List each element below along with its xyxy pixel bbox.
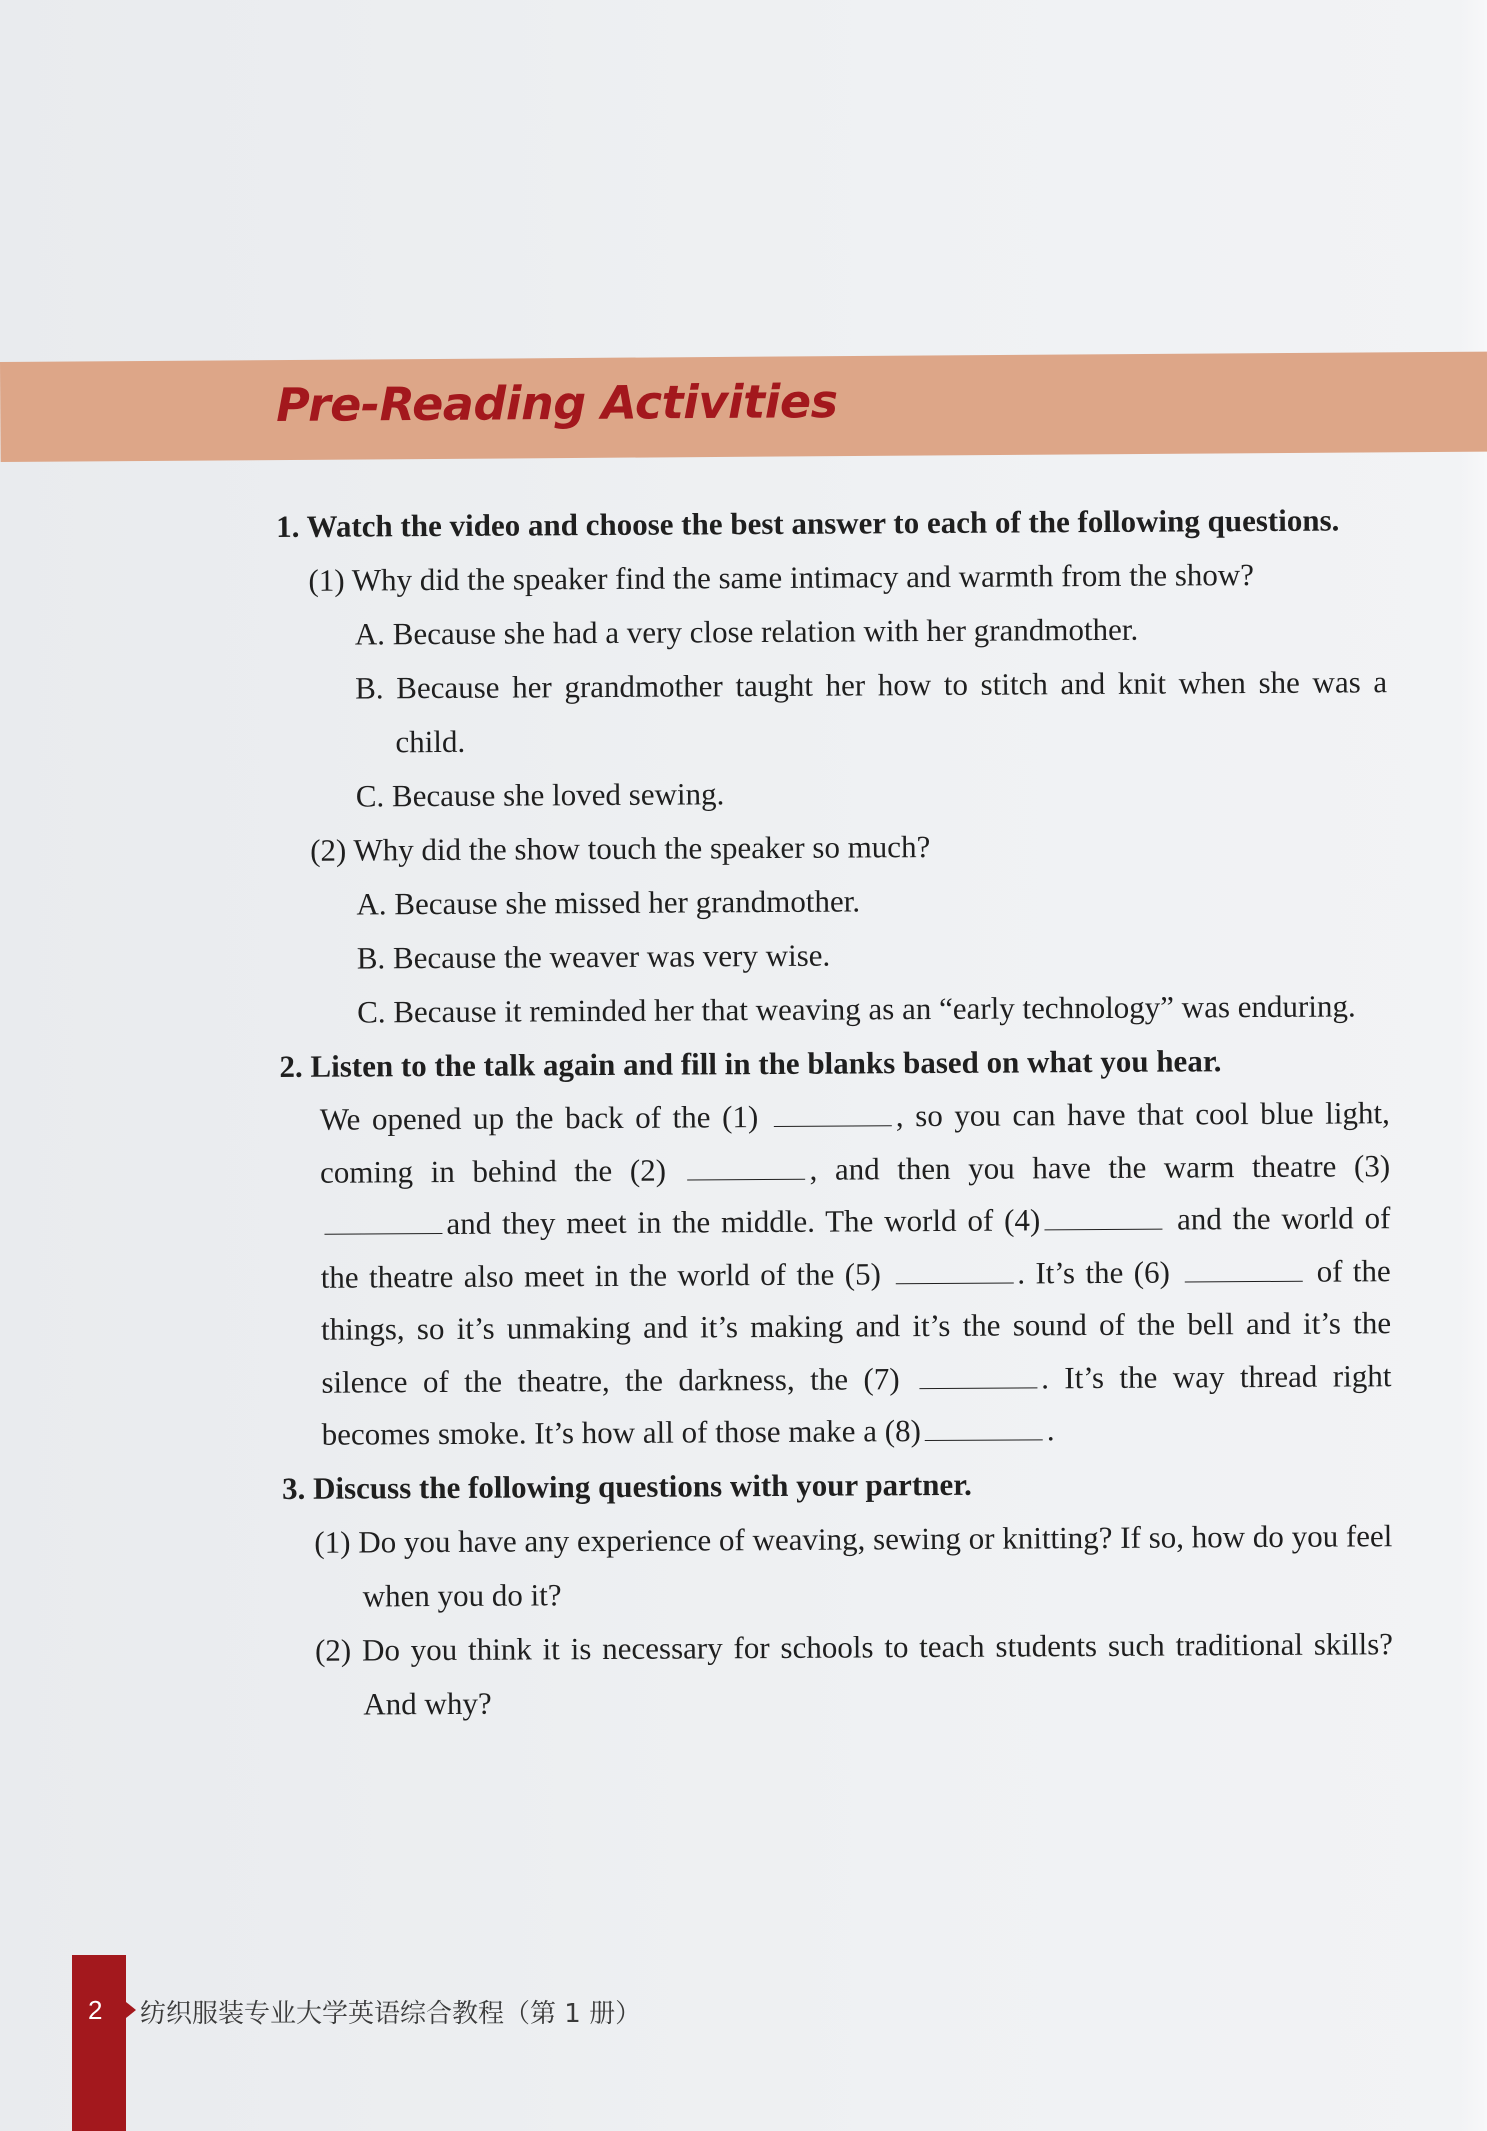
passage-segment: and the world of the theatre also meet in the world of the (5) [320,1200,1391,1295]
answer-blank-6[interactable] [1184,1279,1302,1282]
exercise-1-q2-option-a: A. Because she missed her grandmother. [356,883,861,922]
passage-segment: of the things, so it’s unmaking and it’s making and it’s the sound of the bell and it’s the silence of the theatre, the darkness, the (7) [320,1252,1392,1400]
exercise-content [276,493,1394,1731]
exercise-2-heading: 2. Listen to the talk again and fill in the blanks based on what you hear. [279,1043,1222,1084]
running-book-title: 纺织服装专业大学英语综合教程（第 1 册） [140,1999,642,2029]
passage-segment: . [1046,1412,1055,1448]
exercise-1-question-2: (2) Why did the show touch the speaker so much? [310,829,931,868]
exercise-1-q1-option-a: A. Because she had a very close relation with her grandmother. [354,611,1139,652]
exercise-1-q1-option-c: C. Because she loved sewing. [355,776,725,814]
exercise-1-question-1: (1) Why did the speaker find the same intimacy and warmth from the show? [308,557,1255,598]
page-number: 2 [88,1995,103,2025]
exercise-3-question-2: (2) Do you think it is necessary for schools to teach students such traditional skills? And why? [314,1625,1394,1721]
passage-segment: . It’s the (6) [1017,1254,1170,1290]
exercise-1-q2-option-b: B. Because the weaver was very wise. [356,937,831,976]
passage-segment: We opened up the back of the (1) [319,1099,759,1137]
exercise-1-q1-option-b: B. Because her grandmother taught her how to stitch and knit when she was a child. [355,664,1388,760]
answer-blank-8[interactable] [925,1438,1043,1441]
answer-blank-5[interactable] [895,1281,1013,1284]
answer-blank-7[interactable] [919,1386,1037,1389]
fill-in-passage [320,1087,1392,1461]
section-title: Pre-Reading Activities [276,374,838,432]
passage-segment: , so you can have that cool blue light, coming in behind the (2) [319,1095,1390,1190]
footer-color-tab [72,1955,126,2131]
exercise-1-q2-option-c: C. Because it reminded her that weaving as an “early technology” was enduring. [357,988,1356,1030]
passage-segment: , and then you have the warm theatre (3) [809,1147,1391,1187]
answer-blank-4[interactable] [1044,1228,1162,1231]
exercise-1-heading: 1. Watch the video and choose the best answer to each of the following questions. [276,502,1340,544]
exercise-3-heading: 3. Discuss the following questions with your partner. [281,1466,972,1506]
answer-blank-1[interactable] [774,1124,892,1127]
answer-blank-3[interactable] [324,1232,442,1235]
footer-arrow-icon [126,2002,136,2018]
passage-segment: . It’s the way thread right becomes smoke. It’s how all of those make a (8) [321,1357,1392,1452]
passage-segment: and they meet in the middle. The world of (4) [446,1202,1041,1241]
answer-blank-2[interactable] [688,1177,806,1180]
page-edge-highlight [1459,0,1487,2131]
exercise-3-question-1: (1) Do you have any experience of weaving, sewing or knitting? If so, how do you feel when you do it? [314,1517,1393,1613]
